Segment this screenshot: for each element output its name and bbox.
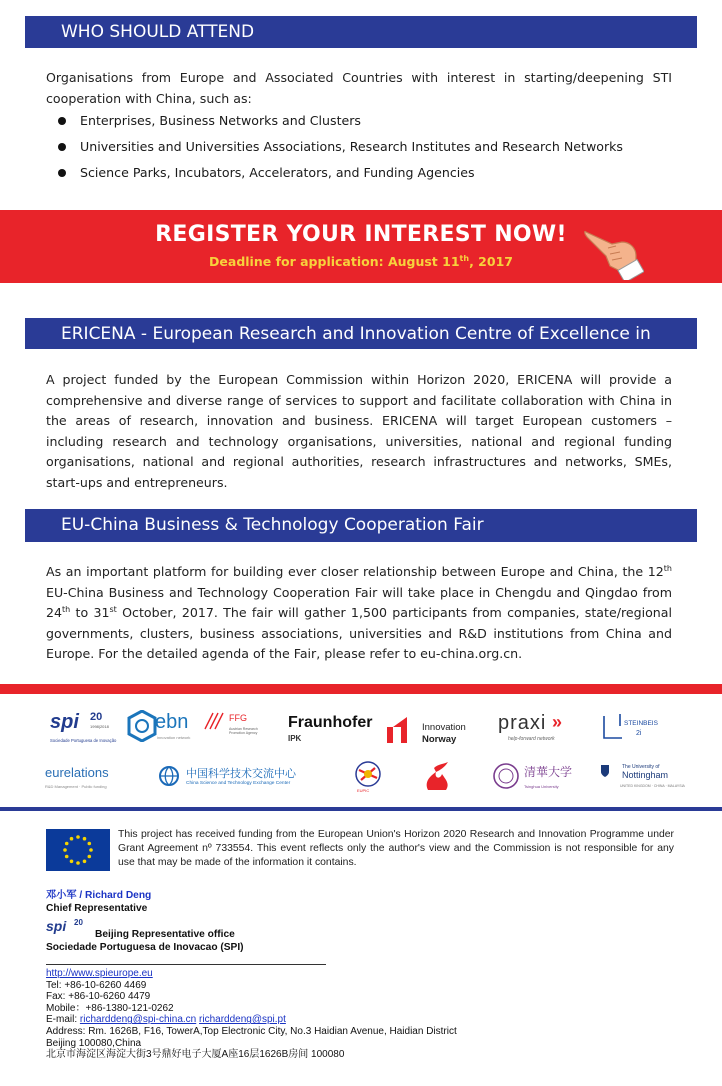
red-flame-logo xyxy=(420,760,460,794)
section-header-who-should-attend: WHO SHOULD ATTEND xyxy=(25,16,697,48)
signature-role: Chief Representative xyxy=(46,903,148,914)
eupic-emblem-icon xyxy=(353,760,383,788)
nottingham-crest-icon xyxy=(600,764,610,778)
phone: Tel: +86-10-6260 4469 xyxy=(46,979,147,991)
praxi-logo: praxi » help-forward network xyxy=(498,712,563,742)
steinbeis-bracket-icon xyxy=(600,712,624,740)
address: Address: Rm. 1626B, F16, TowerA,Top Electronic City, No.3 Haidian Avenue, Haidian District xyxy=(46,1025,457,1037)
deadline-text: Deadline for application: August 11th, 2017 xyxy=(209,254,513,270)
tsinghua-logo: 清華大学 Tsinghua University xyxy=(492,760,576,796)
ericena-body: A project funded by the European Commission within Horizon 2020, ERICENA will provide a comprehensive and diverse range of services to support and facilitate collaboration with China in the areas of research, innovation and business. ERICENA will target European customers – including research and technology organisations, universities, national and regional funding organisations, national and regional authorities, research infrastructures and networks, SMEs, start-ups and entrepreneurs. xyxy=(46,372,672,490)
fair-body: As an important platform for building ever closer relationship between Europe and China, the 12th EU-China Business and Technology Cooperation Fair will take place in Chengdu and Qingdao from 24th to 31st October, 2017. The fair will gather 1,500 participants from companies, state/regional governments, clusters, business associations, universities and R&D institutions from China and Europe. For the detailed agenda of the Fair, please refer to eu-china.org.cn. xyxy=(46,563,672,661)
signature-org: Sociedade Portuguesa de Inovacao (SPI) xyxy=(46,942,244,953)
eu-flag-icon xyxy=(46,829,110,871)
ffg-stripes-icon xyxy=(203,711,225,731)
signature-office: Beijing Representative office xyxy=(95,929,235,940)
fax: Fax: +86-10-6260 4479 xyxy=(46,991,151,1003)
fraunhofer-logo: Fraunhofer IPK xyxy=(288,714,373,743)
contact-divider xyxy=(46,964,326,965)
innovation-norway-mark-icon xyxy=(385,715,411,745)
address-chinese: 北京市海淀区海淀大街3号鼎好电子大厦A座16层1626B房间 100080 xyxy=(46,1049,345,1061)
address-city: Beijing 100080,China xyxy=(46,1037,142,1049)
register-headline[interactable]: REGISTER YOUR INTEREST NOW! xyxy=(155,222,567,247)
nottingham-logo: The University of Nottingham UNITED KINGDOM · CHINA · MALAYSIA xyxy=(600,762,680,796)
bullet-icon xyxy=(58,169,66,177)
divider-blue xyxy=(0,807,722,811)
red-flame-icon xyxy=(420,760,456,792)
ffg-logo: FFG Austrian Research Promotion Agency xyxy=(203,711,263,747)
attend-intro: Organisations from Europe and Associated Countries with interest in starting/deepening STI cooperation with China, such as: xyxy=(46,70,672,106)
list-item: Science Parks, Incubators, Accelerators, and Funding Agencies xyxy=(56,160,623,186)
ebn-hex-icon xyxy=(127,710,157,742)
divider-red xyxy=(0,684,722,694)
cstec-globe-icon xyxy=(158,765,180,787)
tsinghua-seal-icon xyxy=(492,762,520,790)
spi-small-logo: spi 20 xyxy=(46,918,83,934)
list-item: Enterprises, Business Networks and Clusters xyxy=(56,108,623,134)
website-link[interactable]: http://www.spieurope.eu xyxy=(46,968,153,979)
ebn-logo: ebn innovation network xyxy=(127,708,199,748)
eu-funding-disclaimer: This project has received funding from the European Union's Horizon 2020 Research and Innovation Programme under Grant Agreement nº 733554. This event reflects only the author's view and the Commission is not responsible for any use that may be made of the information it contains. xyxy=(118,829,674,868)
pointing-hand-icon xyxy=(582,222,644,280)
praxi-chevrons-icon: » xyxy=(552,712,563,732)
steinbeis-logo: STEINBEIS 2i xyxy=(600,712,664,746)
email-row: E-mail: richarddeng@spi-china.cn richarddeng@spi.pt xyxy=(46,1014,286,1026)
email-link-pt[interactable]: richarddeng@spi.pt xyxy=(199,1014,286,1026)
cstec-logo: 中国科学技术交流中心 China Science and Technology Exchange Center xyxy=(158,763,328,795)
spi-logo: spi 20 1998|2018 Sociedade Portuguesa de Inovação xyxy=(50,711,117,743)
signature-name: 邓小军 / Richard Deng xyxy=(46,890,152,901)
list-item: Universities and Universities Associations, Research Institutes and Research Networks xyxy=(56,134,623,160)
contact-block xyxy=(46,968,457,1061)
eurelations-logo: eurelations R&D Management · Public funding xyxy=(45,765,109,789)
attend-bullet-list xyxy=(56,108,623,186)
section-header-fair: EU-China Business & Technology Cooperation Fair xyxy=(25,509,697,542)
innovation-norway-logo: Innovation Norway xyxy=(385,713,475,747)
section-header-ericena: ERICENA - European Research and Innovation Centre of Excellence in China xyxy=(25,318,697,349)
mobile: Mobile：+86-1380-121-0262 xyxy=(46,1002,174,1014)
bullet-icon xyxy=(58,117,66,125)
email-link-china[interactable]: richarddeng@spi-china.cn xyxy=(79,1014,197,1026)
eupic-logo: EUPIC xyxy=(351,760,391,796)
bullet-icon xyxy=(58,143,66,151)
